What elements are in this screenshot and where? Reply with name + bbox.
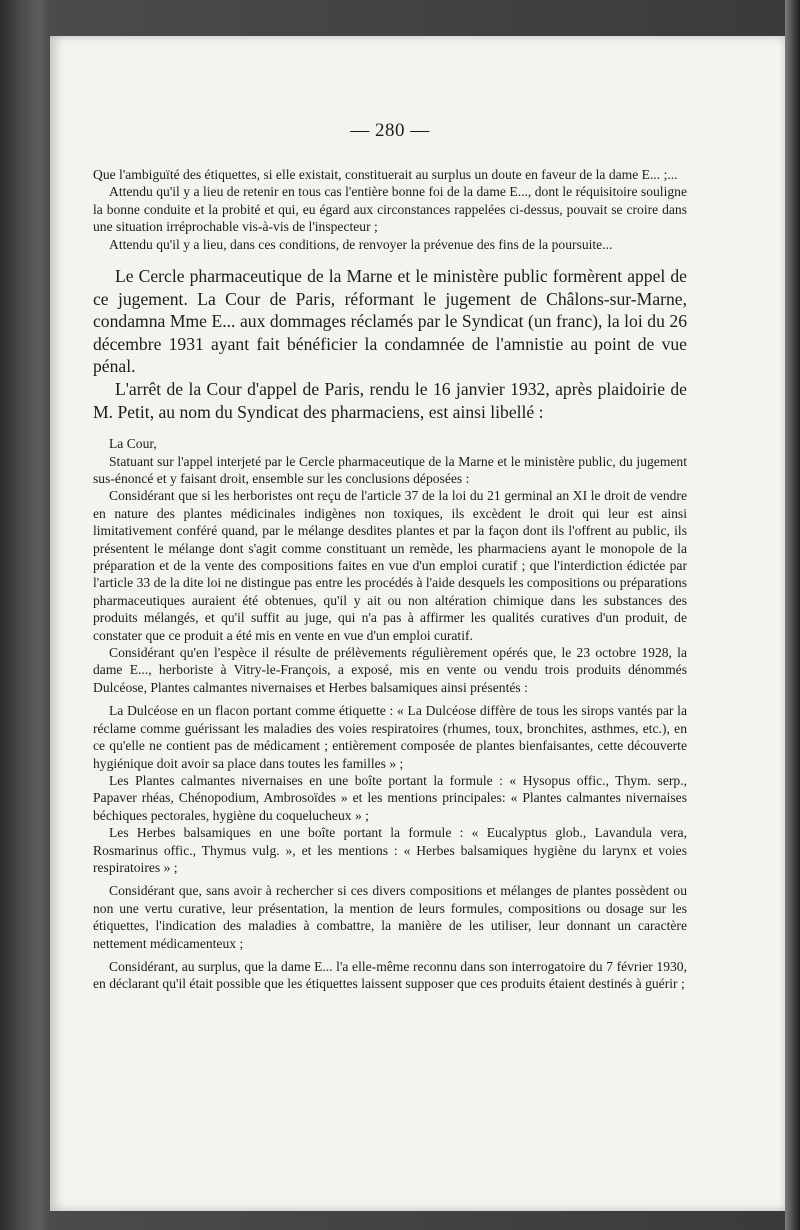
- text-column: [93, 120, 687, 993]
- quote-paragraph: Considérant que, sans avoir à rechercher si ces divers compositions et mélanges de plantes possèdent ou non une vertu curative, leur présentation, la mention de leurs formules, compositions ou dosage sur les étiquettes, l'indication des maladies à combattre, la manière de les utiliser, leur donnant un caractère nettement médicamenteux ;: [93, 883, 687, 951]
- quote-paragraph: La Dulcéose en un flacon portant comme étiquette : « La Dulcéose diffère de tous les sirops vantés par la réclame comme guérissant les maladies des voies respiratoires (rhumes, toux, bronchites, asthmes, etc.), en ce qu'elle ne contient pas de médicament ; entièrement composée de plantes bienfaisantes, cette découverte hygiénique doit avoir sa place dans toutes les familles » ;: [93, 703, 687, 771]
- quote-paragraph: Considérant que si les herboristes ont reçu de l'article 37 de la loi du 21 germinal an XI le droit de vendre en nature des plantes médicinales indigènes non toxiques, ils excèdent le droit qui leur est ainsi limitativement conféré quand, par le mélange desdites plantes et par la façon dont ils l'offrent au public, ils présentent le mélange dont s'agit comme constituant un remède, les pharmaciens ayant le monopole de la préparation et de la vente des compositions faites en vue d'un emploi curatif ; que l'interdiction édictée par l'article 33 de la dite loi ne distingue pas entre les procédés à l'aide desquels les compositions ou préparations pharmaceutiques auraient été obtenues, qu'il y ait ou non altération chimique dans les substances des produits mélangés, et qu'il suffit au juge, qui n'a pas à affirmer les qualités curatives d'un produit, de constater que ce produit a été mis en vente en vue d'un emploi curatif.: [93, 488, 687, 643]
- quote-paragraph: Les Plantes calmantes nivernaises en une boîte portant la formule : « Hysopus offic., Thym. serp., Papaver rhéas, Chénopodium, Ambrosoïdes » et les mentions principales: « Plantes calmantes nivernaises béchiques pectorales, hygiène du coqueluchеux » ;: [93, 772, 687, 823]
- binding-edge: [785, 0, 800, 1230]
- body-paragraph: Le Cercle pharmaceutique de la Marne et le ministère public formèrent appel de ce jugement. La Cour de Paris, réformant le jugement de Châlons-sur-Marne, condamna Mme E... aux dommages réclamés par le Syndicat (un franc), la loi du 26 décembre 1931 ayant fait bénéficier la condamnée de l'amnistie au point de vue pénal.: [93, 266, 687, 377]
- quote-paragraph: Considérant, au surplus, que la dame E... l'a elle-même reconnu dans son interrogatoire du 7 février 1930, en déclarant qu'il était possible que les étiquettes laissent supposer que ces produits étaient destinés à guérir ;: [93, 958, 687, 992]
- quote-paragraph: Attendu qu'il y a lieu, dans ces conditions, de renvoyer la prévenue des fins de la poursuite...: [109, 236, 613, 252]
- quote-paragraph: Considérant qu'en l'espèce il résulte de prélèvements régulièrement opérés que, le 23 octobre 1928, la dame E..., herboriste à Vitry-le-François, a exposé, mis en vente ou vendu trois produits dénommés Dulcéose, Plantes calmantes nivernaises et Herbes balsamiques ainsi présentés :: [93, 645, 687, 695]
- page-number: — 280 —: [350, 120, 430, 141]
- quote-paragraph: Les Herbes balsamiques en une boîte portant la formule : « Eucalyptus glob., Lavandula vera, Rosmarinus offic., Thymus vulg. », et les mentions : « Herbes balsamiques hygiène du larynx et voies respiratoires » ;: [93, 825, 687, 875]
- quote-paragraph: La Cour,: [109, 436, 157, 452]
- body-paragraph: L'arrêt de la Cour d'appel de Paris, rendu le 16 janvier 1932, après plaidoirie de M. Petit, au nom du Syndicat des pharmaciens, est ainsi libellé :: [93, 379, 687, 422]
- quote-paragraph: Statuant sur l'appel interjeté par le Cercle pharmaceutique de la Marne et le ministère public, du jugement sus-énoncé et y faisant droit, ensemble sur les conclusions déposées :: [93, 453, 687, 486]
- quote-paragraph: Attendu qu'il y a lieu de retenir en tous cas l'entière bonne foi de la dame E..., dont le réquisitoire souligne la bonne conduite et la probité et qui, eu égard aux circonstances rappelées ci-dessus, pouvait se croire dans une situation irréprochable vis-à-vis de l'inspecteur ;: [93, 184, 687, 235]
- quote-paragraph: Que l'ambiguïté des étiquettes, si elle existait, constituerait au surplus un doute en faveur de la dame E... ;...: [93, 167, 678, 182]
